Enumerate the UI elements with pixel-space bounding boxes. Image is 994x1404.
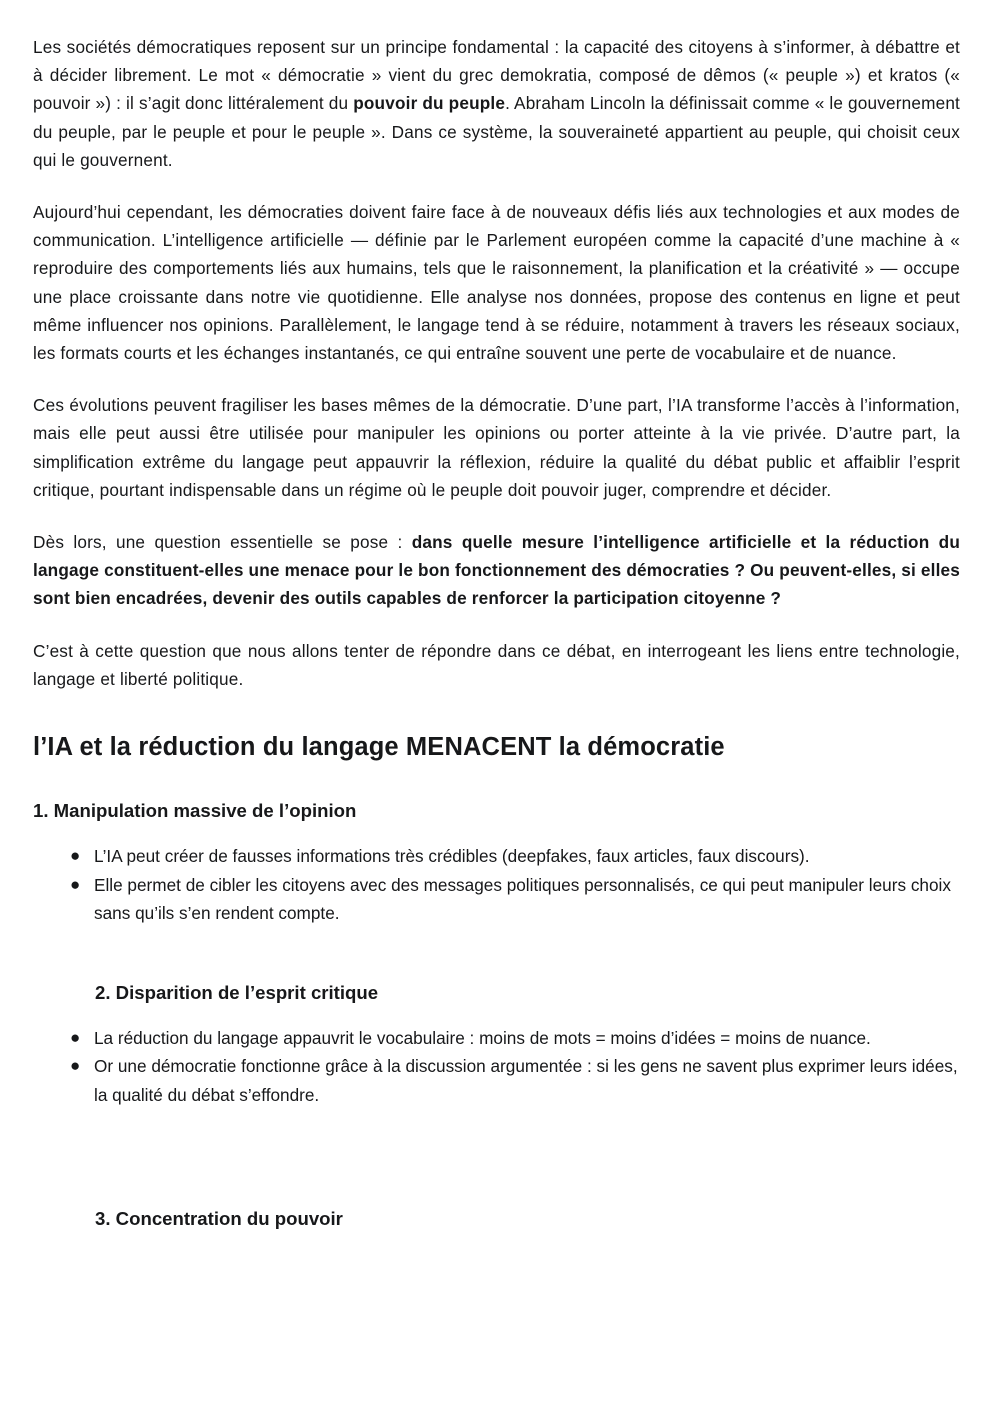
research-question-lead: Dès lors, une question essentielle se pose : xyxy=(33,532,412,553)
paragraph-ai-challenges: Aujourd’hui cependant, les démocraties doivent faire face à de nouveaux défis liés aux technologies et aux modes de communication. L’intelligence artificielle — définie par le Parlement européen comme la capacité d’une machine à « reproduire des comportements liés aux humains, tels que le raisonnement, la planification et la créativité » — occupe une place croissante dans notre vie quotidienne. Elle analyse nos données, propose des contenus en ligne et peut même influencer nos opinions. Parallèlement, le langage tend à se réduire, notamment à travers les réseaux sociaux, les formats courts et les échanges instantanés, ce qui entraîne souvent une perte de vocabulaire et de nuance. xyxy=(33,202,960,364)
paragraph-closing-intro: C’est à cette question que nous allons tenter de répondre dans ce débat, en interrogeant les liens entre technologie, langage et liberté politique. xyxy=(33,640,960,689)
bullet-point-icon: ● xyxy=(70,846,81,866)
list-item-text: L’IA peut créer de fausses informations très crédibles (deepfakes, faux articles, faux discours). xyxy=(94,846,810,867)
section-heading-2: 2. Disparition de l’esprit critique xyxy=(95,981,379,1003)
section-heading-1: 1. Manipulation massive de l’opinion xyxy=(33,800,357,822)
list-item xyxy=(33,1052,960,1109)
list-item-text: Elle permet de cibler les citoyens avec des messages politiques personnalisés, ce qui peut manipuler leurs choix sans qu’ils s’en rendent compte. xyxy=(94,874,951,924)
section-spacer xyxy=(33,1110,960,1172)
list-item xyxy=(33,871,960,928)
section-heading-3: 3. Concentration du pouvoir xyxy=(95,1207,343,1229)
paragraph-intro-part1: Les sociétés démocratiques reposent sur un principe fondamental : la capacité des citoyens à s’informer, à débattre et à décider librement. Le mot « démocratie » vient du grec demokratia, composé de dêmos (« peuple ») et kratos (« pouvoir ») : il s’agit donc littéralement du xyxy=(33,37,960,114)
list-item xyxy=(33,842,960,871)
section-spacer xyxy=(33,928,960,946)
list-item xyxy=(33,1024,960,1053)
bullet-point-icon: ● xyxy=(70,1056,81,1076)
section-1-bullet-list xyxy=(33,842,960,928)
paragraph-intro-bold-pouvoir-du-peuple: pouvoir du peuple xyxy=(353,93,506,114)
bullet-point-icon: ● xyxy=(70,874,81,894)
bullet-point-icon: ● xyxy=(70,1027,81,1047)
list-item-text: La réduction du langage appauvrit le vocabulaire : moins de mots = moins d’idées = moins de nuance. xyxy=(94,1027,871,1048)
paragraph-intro-part2: . Abraham Lincoln la définissait comme « le gouvernement du peuple, par le peuple et pour le peuple ». Dans ce système, la souveraineté appartient au peuple, qui choisit ceux qui le gouvernent. xyxy=(33,93,961,170)
research-question-bold: dans quelle mesure l’intelligence artificielle et la réduction du langage constituent-elles une menace pour le bon fonctionnement des démocraties ? Ou peuvent-elles, si elles sont bien encadrées, devenir des outils capables de renforcer la participation citoyenne ? xyxy=(33,532,960,609)
section-2-bullet-list xyxy=(33,1024,960,1110)
page-title: l’IA et la réduction du langage MENACENT la démocratie xyxy=(33,733,725,762)
paragraph-intro-definition xyxy=(33,33,960,174)
paragraph-research-question xyxy=(33,528,960,613)
list-item-text: Or une démocratie fonctionne grâce à la discussion argumentée : si les gens ne savent plus exprimer leurs idées, la qualité du débat s’effondre. xyxy=(94,1056,958,1106)
paragraph-democracy-risks: Ces évolutions peuvent fragiliser les bases mêmes de la démocratie. D’une part, l’IA transforme l’accès à l’information, mais elle peut aussi être utilisée pour manipuler les opinions ou porter atteinte à la vie privée. D’autre part, la simplification extrême du langage peut appauvrir la réflexion, réduire la qualité du débat public et affaiblir l’esprit critique, pourtant indispensable dans un régime où le peuple doit pouvoir juger, comprendre et décider. xyxy=(33,395,960,500)
